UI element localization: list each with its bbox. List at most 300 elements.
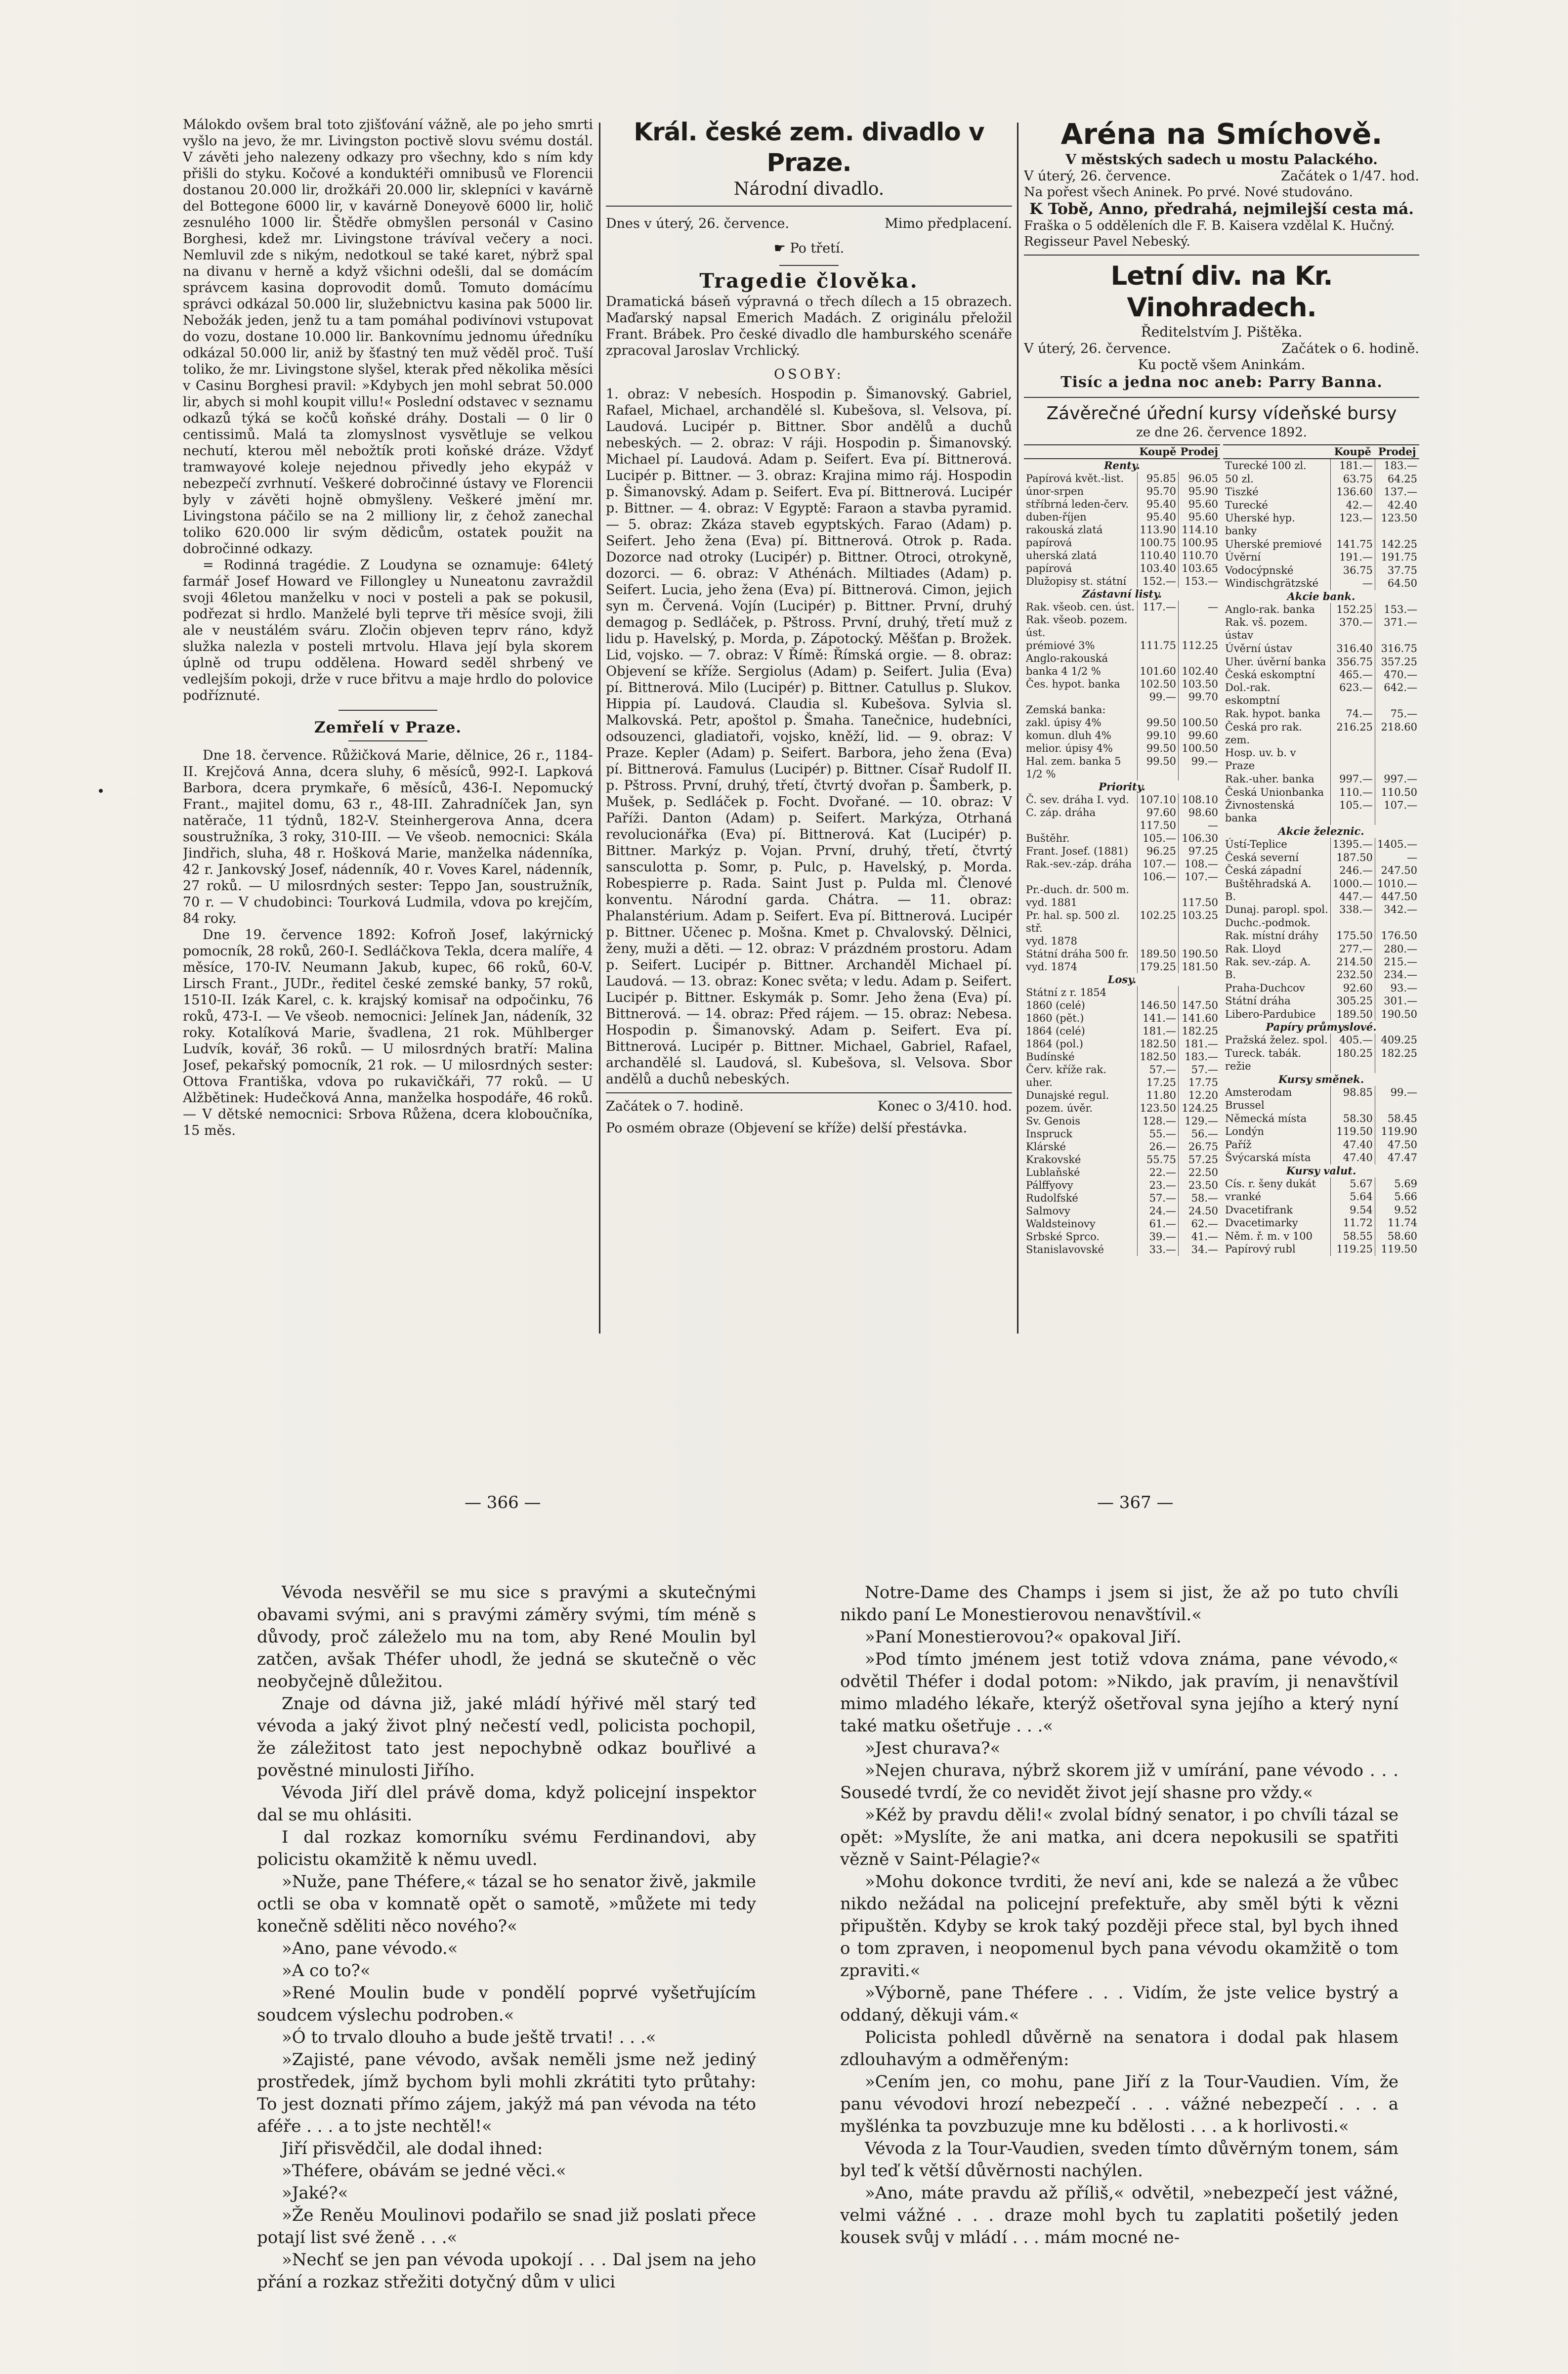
- subscription-note: Mimo předplacení.: [885, 216, 1012, 231]
- sell-price: 41.—: [1178, 1230, 1220, 1243]
- sell-price: 47.50: [1375, 1138, 1419, 1151]
- sell-price: [1178, 883, 1220, 896]
- bourse-row: [1024, 909, 1220, 935]
- security-name: Kursy směnek.: [1278, 1073, 1364, 1085]
- buy-price: 58.30: [1330, 1112, 1375, 1125]
- bourse-row: [1223, 968, 1419, 981]
- buy-price: 182.50: [1137, 1050, 1178, 1063]
- security-name: Dlužopisy st. státní: [1026, 575, 1127, 587]
- buy-price: 33.—: [1137, 1243, 1178, 1256]
- bourse-row: [1223, 1230, 1419, 1243]
- bourse-row: [1223, 616, 1419, 642]
- arena-title: Aréna na Smíchově.: [1060, 117, 1383, 151]
- news-paragraph: Málokdo ovšem bral toto zjišťování vážně, ale po jeho smrti vyšlo na jevo, že mr. Livingston poctivě slovu svému dostál. V závěti jeho nalezeny odkazy pro všechny, kdo s ním kdy přišli do styku. Kočové a konduktéři omnibusů ve Florencii dostanou 20.000 lir, drožkáři 20.000 lir, sklepníci v kavárně del Bottegone 6000 lir, v kavárně Doneyově 6000 lir, holič zesnulého 1000 lir. Štědře obmyšlen personál v Casino Borghesi, kdež mr. Livingstone trávíval večery a noci. Nemluvil zde s nikým, nedotkoul se také karet, nýbrž spal na divanu v herně a když všichni odešli, dal se domácím správcem kasina doprovodit domů. Tomuto domácímu správci odkázal 50.000 lir, služebnictvu kasina pak 5000 lir. Nebožák jeden, jenž tu a tam pomáhal podivínovi vstupovat do vozu, dostane 10.000 lir. Bankovnímu jednomu úředníku odkázal 50.000 lir, aniž by šťastný ten muž věděl proč. Tuší toliko, že mr. Livingstone slyšel, kterak před několika měsíci v Casinu Borghesi pravil: »Kdybych jen mohl sebrat 50.000 lir, abych si mohl koupit villu!« Poslední odstavec v seznamu odkazů týká se kočů koňské dráhy. Dostali — 0 lir 0 centissimů. Malá ta zlomyslnost vysvětluje se velkou nechutí, kterou měl nebožtík proti koňské dráze. Vždyť tramwayové koleje nejednou přivedly jeho ekypáž v nebezpečí zvrhnutí. Veškeré dobročinné ústavy ve Florencii byly v závěti hojně obmyšleny. Veškeré jmění mr. Livingstona páčilo se na 2 milliony lir, z čehož zanechal toliko 620.000 lir svým dědicům, ostatek použit na dobročinné odkazy.: [183, 117, 593, 557]
- sell-price: 247.50: [1375, 864, 1419, 877]
- sell-price: —: [1178, 819, 1220, 832]
- bourse-row: [1223, 1034, 1419, 1046]
- security-name: duben-říjen: [1026, 511, 1087, 523]
- buy-price: 58.55: [1330, 1230, 1375, 1243]
- bourse-row: [1024, 652, 1220, 665]
- sell-price: 11.74: [1375, 1216, 1419, 1229]
- header-sell: Prodej: [1178, 445, 1220, 459]
- buy-price: 179.25: [1137, 960, 1178, 973]
- sell-price: [1178, 935, 1220, 948]
- bourse-row: [1223, 773, 1419, 785]
- sell-price: 181.50: [1178, 960, 1220, 973]
- security-name: Renty.: [1104, 459, 1140, 472]
- bourse-tables: [1024, 444, 1419, 1256]
- security-name: rakouská zlatá: [1026, 524, 1103, 536]
- sell-price: 117.50: [1178, 896, 1220, 909]
- sell-price: 112.25: [1178, 639, 1220, 652]
- security-name: Losy.: [1107, 973, 1137, 986]
- buy-price: 63.75: [1330, 473, 1375, 485]
- buy-price: 39.—: [1137, 1230, 1178, 1243]
- buy-price: 128.—: [1137, 1115, 1178, 1127]
- buy-price: 11.80: [1137, 1089, 1178, 1102]
- sell-price: 119.50: [1375, 1243, 1419, 1256]
- sell-price: —: [1375, 851, 1419, 864]
- bourse-row: [1024, 459, 1220, 472]
- story-paragraph: »Že Reněu Moulinovi podařilo se snad již poslati přece potají list své ženě . . .«: [257, 2205, 756, 2247]
- intermission-note: Po osmém obraze (Objevení se kříže) delší přestávka.: [606, 1121, 968, 1136]
- security-name: papírová: [1026, 537, 1072, 549]
- bourse-row: [1223, 1073, 1419, 1086]
- security-name: Sv. Genois: [1026, 1115, 1080, 1127]
- arena-note: Na pořest všech Aninek. Po prvé. Nové studováno.: [1024, 185, 1353, 200]
- bourse-row: [1223, 459, 1419, 472]
- sell-price: 100.50: [1178, 716, 1220, 729]
- security-name: Frant. Josef. (1881): [1026, 845, 1128, 857]
- sell-price: 182.25: [1178, 1025, 1220, 1037]
- sell-price: [1375, 746, 1419, 773]
- buy-price: 101.60: [1137, 665, 1178, 678]
- sell-price: 17.75: [1178, 1076, 1220, 1089]
- security-name: Priority.: [1099, 780, 1145, 793]
- security-name: Č. sev. dráha I. vyd.: [1026, 794, 1129, 806]
- buy-price: 100.75: [1137, 536, 1178, 549]
- buy-price: 106.—: [1137, 870, 1178, 883]
- buy-price: 277.—: [1330, 943, 1375, 955]
- bourse-table-left: [1024, 444, 1220, 1256]
- security-name: [1024, 691, 1137, 703]
- bourse-row: [1024, 819, 1220, 832]
- security-name: Turecké: [1225, 499, 1268, 511]
- bourse-row: [1223, 1216, 1419, 1229]
- buy-price: 55.—: [1137, 1127, 1178, 1140]
- sell-price: 22.50: [1178, 1166, 1220, 1179]
- buy-price: 103.40: [1137, 562, 1178, 575]
- bourse-row: [1024, 1140, 1220, 1153]
- security-name: Rak. sev.-záp. A.: [1225, 955, 1311, 968]
- story-paragraph: »Ó to trvalo dlouho a bude ještě trvati! . . .«: [282, 2028, 656, 2047]
- bourse-row: [1024, 601, 1220, 613]
- bourse-row: [1223, 955, 1419, 968]
- bourse-subtitle: ze dne 26. července 1892.: [1136, 425, 1307, 440]
- bourse-row: [1024, 729, 1220, 742]
- security-name: 1864 (celé): [1026, 1025, 1085, 1037]
- buy-price: 113.90: [1137, 523, 1178, 536]
- bourse-row: [1024, 1050, 1220, 1063]
- cast-list: 1. obraz: V nebesích. Hospodin p. Šimanovský. Gabriel, Rafael, Michael, archandělé sl. Kubešova, sl. Velsova, pí. Laudová. Lucipér p. Bittner. Sbor andělů a duchů nebeských. — 2. obraz: V ráji. Hospodin p. Šimanovský. Michael pí. Laudová. Adam p. Seifert. Eva pí. Bittnerová. Lucipér p. Bittner. — 3. obraz: Krajina mimo ráj. Hospodin p. Šimanovský. Adam p. Seifert. Eva pí. Bittnerová. Lucipér p. Bittner. — 4. obraz: V Egyptě: Faraon a stavba pyramid. — 5. obraz: Zkáza staveb egyptských. Farao (Adam) p. Seifert. Jeho žena (Eva) pí. Bittnerová. Otrok p. Rada. Dozorce nad otroky (Lucipér) p. Bittner. Otroci, otrokyně, dozorci. — 6. obraz: V Athénách. Miltiades (Adam) p. Seifert. Lucia, jeho žena (Eva) pí. Bittnerová. Cimon, jejich syn m. Červená. Vojín (Lucipér) p. Bittner. První, druhý demagog p. Sedláček, p. Pštross. První, druhý, třetí muž z lidu p. Havelský, p. Morda, p. Zápotocký. Měšťan p. Brožek. Lid, vojsko. — 7. obraz: V Římě: Římská orgie. — 8. obraz: Objevení se kříže. Sergiolus (Adam) p. Seifert. Julia (Eva) pí. Bittnerová. Milo (Lucipér) p. Bittner. Catullus p. Slukov. Hippia pí. Laudová. Claudia sl. Kubešova. Sylvia sl. Malkovská. Petr, apoštol p. Šmaha. Tanečnice, hudebníci, odsouzenci, gladiatoři, vojsko, kněží, lid. — 9. obraz: V Praze. Kepler (Adam) p. Seifert. Barbora, jeho žena (Eva) pí. Bittnerová. Famulus (Lucipér) p. Bittner. Císař Rudolf II. p. Pštross. První, druhý, třetí, čtvrtý dvořan p. Šamberk, p. Mušek, p. Sedláček p. Focht. Dvořané. — 10. obraz: V Paříži. Danton (Adam) p. Seifert. Markýza, Otrhaná revolucionářka (Eva) pí. Bittnerová. Kat (Lucipér) p. Bittner. Markýz p. Vojan. První, druhý, třetí, čtvrtý sansculotta p. Somr, p. Pulc, p. Havelský, p. Morda. Robespierre p. Rada. Saint Just p. Pulda ml. Členové konventu. Národní garda. Chátra. — 11. obraz: Phalanstérium. Adam p. Seifert. Eva pí. Bittnerová. Lucipér p. Bittner. Učenec p. Mošna. Kmet p. Chvalovský. Dělnici, ženy, muži a děti. — 12. obraz: V prázdném prostoru. Adam p. Seifert. Lucipér p. Bittner. Archanděl Michael pí. Laudová. — 13. obraz: Konec světa; v ledu. Adam p. Seifert. Lucipér p. Bittner. Eskymák p. Somr. Jeho žena (Eva) pí. Bittnerová. — 14. obraz: Před rájem. — 15. obraz: Nebesa. Hospodin p. Šimanovský. Adam p. Seifert. Eva pí. Bittnerová. Lucipér p. Bittner. Michael, Gabriel, Rafael, archandělé sl. Laudová, sl. Kubešova, sl. Velsova. Sbor andělů a duchů nebeských.: [606, 387, 1012, 1087]
- buy-price: [1137, 652, 1178, 665]
- bourse-row: [1024, 575, 1220, 588]
- security-name: Windischgrätzské: [1225, 577, 1319, 590]
- buy-price: 187.50: [1330, 851, 1375, 864]
- sell-price: 153.—: [1375, 603, 1419, 616]
- security-name: Papíry průmyslové.: [1266, 1021, 1377, 1034]
- bourse-row: [1024, 691, 1220, 703]
- security-name: Buštěhr.: [1026, 832, 1070, 844]
- bourse-row: [1223, 851, 1419, 864]
- security-name: Pálffyovy: [1026, 1179, 1073, 1191]
- buy-price: 119.50: [1330, 1125, 1375, 1138]
- sell-price: 123.50: [1375, 512, 1419, 538]
- bourse-row: [1223, 642, 1419, 655]
- sell-price: 5.66: [1375, 1190, 1419, 1203]
- buy-price: 189.50: [1330, 1008, 1375, 1021]
- security-name: Úvěrní: [1225, 551, 1261, 563]
- buy-price: 95.40: [1137, 511, 1178, 523]
- arena-date-line: [1024, 168, 1419, 184]
- story-paragraph: Vévoda z la Tour-Vaudien, sveden tímto důvěrným tonem, sám byl teď k větší důvěrnosti nachýlen.: [840, 2139, 1398, 2181]
- bourse-row: [1223, 538, 1419, 551]
- security-name: Waldsteinovy: [1026, 1218, 1096, 1230]
- security-name: Ústí-Teplice: [1225, 838, 1287, 851]
- bourse-row: [1024, 960, 1220, 973]
- sell-price: 190.50: [1178, 948, 1220, 960]
- bourse-row: [1223, 499, 1419, 512]
- security-name: stříbrná leden-červ.: [1026, 498, 1129, 510]
- security-name: B.: [1225, 890, 1236, 903]
- security-name: pozem. úvěr.: [1026, 1102, 1093, 1114]
- buy-price: 17.25: [1137, 1076, 1178, 1089]
- story-paragraph: »Théfere, obávám se jedné věci.«: [282, 2161, 566, 2181]
- header-blank: [1024, 445, 1137, 459]
- buy-price: 216.25: [1330, 721, 1375, 747]
- bourse-row: [1024, 793, 1220, 806]
- buy-price: 36.75: [1330, 564, 1375, 577]
- cast-heading: OSOBY:: [774, 367, 844, 382]
- story-paragraph: »Mohu dokonce tvrditi, že neví ani, kde se nalezá a že vůbec nikdo nežádal na policejní prefektuře, aby směl býti k vězni připuštěn. Kdyby se krok taký později přece stal, byl bych ihned o tom zpraven, i neopomenul bych pana vévodu okamžitě o tom zpraviti.«: [840, 1872, 1398, 1981]
- sell-price: 98.60: [1178, 806, 1220, 819]
- story-paragraph: Vévoda nesvěřil se mu sice s pravými a skutečnými obavami svými, ani s pravými záměry svými, tím méně s důvody, proč záleželo mu na tom, aby René Moulin byl zatčen, avšak Théfer uhodl, že jedná se skutečně o věc neobyčejně důležitou.: [257, 1583, 756, 1691]
- sell-price: 58.60: [1375, 1230, 1419, 1243]
- sell-price: 1010.—: [1375, 877, 1419, 890]
- play-title: Tragedie člověka.: [699, 269, 919, 293]
- header-sell: Prodej: [1375, 445, 1419, 459]
- arena-start: Začátek o 1/47. hod.: [1281, 169, 1419, 184]
- buy-price: 99.50: [1137, 755, 1178, 780]
- story-paragraph: »Nuže, pane Théfere,« tázal se ho senator živě, jakmile octli se oba v komnatě opět o samotě, »můžete mi tedy konečně sděliti něco nového?«: [257, 1872, 756, 1936]
- story-paragraph: »Ano, máte pravdu až příliš,« odvětil, »nebezpečí jest vážné, velmi vážné . . . draze mohl bych tu zaplatiti pošetilý jeden kousek svůj v mládí . . . mám mocné ne-: [840, 2183, 1398, 2247]
- buy-price: 447.—: [1330, 890, 1375, 903]
- security-name: Česká eskomptní: [1225, 668, 1315, 681]
- buy-price: [1137, 883, 1178, 896]
- sell-price: —: [1178, 601, 1220, 613]
- sell-price: 97.25: [1178, 845, 1220, 858]
- bourse-row: [1024, 858, 1220, 870]
- bourse-row: [1024, 1012, 1220, 1025]
- bourse-row: [1223, 473, 1419, 485]
- bourse-row: [1223, 1138, 1419, 1151]
- bourse-row: [1024, 703, 1220, 716]
- buy-price: 123.—: [1330, 512, 1375, 538]
- security-name: 50 zl.: [1225, 473, 1254, 485]
- sell-price: 114.10: [1178, 523, 1220, 536]
- sell-price: 103.50: [1178, 678, 1220, 691]
- bourse-row: [1223, 564, 1419, 577]
- sell-price: 75.—: [1375, 707, 1419, 720]
- arena-play: K Tobě, Anno, předrahá, nejmilejší cesta má.: [1029, 200, 1414, 218]
- sell-price: 642.—: [1375, 681, 1419, 707]
- buy-price: 1395.—: [1330, 838, 1375, 851]
- sell-price: 95.60: [1178, 511, 1220, 523]
- security-name: Papírová květ.-list.: [1026, 473, 1124, 484]
- buy-price: 26.—: [1137, 1140, 1178, 1153]
- buy-price: 105.—: [1330, 799, 1375, 825]
- security-name: Pražská želez. spol.: [1225, 1034, 1328, 1046]
- buy-price: [1330, 1099, 1375, 1112]
- buy-price: 57.—: [1137, 1063, 1178, 1076]
- sell-price: 95.90: [1178, 485, 1220, 498]
- bourse-row: [1024, 588, 1220, 601]
- bourse-row: [1024, 755, 1220, 780]
- bourse-row: [1223, 655, 1419, 668]
- sell-price: 137.—: [1375, 485, 1419, 498]
- buy-price: 316.40: [1330, 642, 1375, 655]
- sell-price: 997.—: [1375, 773, 1419, 785]
- security-name: Amsterodam: [1225, 1086, 1292, 1099]
- sell-price: 56.—: [1178, 1127, 1220, 1140]
- buy-price: 182.50: [1137, 1037, 1178, 1050]
- deaths-paragraph: Dne 18. července. Růžičková Marie, dělnice, 26 r., 1184-II. Krejčová Anna, dcera sluhy, 6 měsíců, 992-I. Lapková Barbora, dcera prymkaře, 6 měsíců, 436-I. Nepomucký Frant., majitel domu, 63 r., 48-III. Zahradníček Jan, syn natěrače, 11 týdnů, 182-V. Steinhergerova Anna, dcera soustružníka, 3 roky, 310-III. — Ve všeob. nemocnici: Skála Jindřich, sluha, 48 r. Hošková Marie, manželka nádenníka, 42 r. Jankovský Josef, nádenník, 40 r. Voves Karel, nádenník, 27 roků. — U milosrdných sester: Teppo Jan, soustružník, 70 r. — V chudobinci: Tourková Ludmila, vdova po krejčím, 84 roky.: [183, 748, 593, 926]
- security-name: Rak. vš. pozem. ústav: [1225, 616, 1308, 642]
- security-name: Rak. Lloyd: [1225, 943, 1281, 955]
- sell-price: [1375, 916, 1419, 929]
- page-number-right: — 367 —: [1097, 1493, 1174, 1512]
- security-name: Německá místa: [1225, 1112, 1307, 1124]
- bourse-row: [1223, 1099, 1419, 1112]
- letni-date-line: [1024, 341, 1419, 357]
- bourse-row: [1223, 1125, 1419, 1138]
- bourse-row: [1223, 864, 1419, 877]
- bourse-row: [1223, 1021, 1419, 1034]
- sell-price: 57.25: [1178, 1153, 1220, 1166]
- bourse-row: [1024, 1025, 1220, 1037]
- bourse-row: [1024, 1089, 1220, 1102]
- sell-price: 26.75: [1178, 1140, 1220, 1153]
- buy-price: [1137, 986, 1178, 999]
- sell-price: 95.60: [1178, 498, 1220, 511]
- play-description: Dramatická báseň výpravná o třech dílech a 15 obrazech. Maďarský napsal Emerich Madách. Z originálu přeložil Frant. Brábek. Pro české divadlo dle hamburského scenáře zpracoval Jaroslav Vrchlický.: [606, 294, 1012, 358]
- buy-price: 175.50: [1330, 929, 1375, 942]
- letni-date: V úterý, 26. července.: [1024, 341, 1171, 356]
- deaths-heading: Zemřelí v Praze.: [314, 719, 462, 736]
- buy-price: 22.—: [1137, 1166, 1178, 1179]
- security-name: Buštěhradská A.: [1225, 877, 1312, 890]
- buy-price: 95.85: [1137, 472, 1178, 485]
- security-name: vyd. 1874: [1026, 961, 1077, 973]
- bourse-row: [1223, 916, 1419, 929]
- buy-price: 123.50: [1137, 1102, 1178, 1115]
- sell-price: 99.60: [1178, 729, 1220, 742]
- theatre-subtitle: Národní divadlo.: [733, 179, 885, 199]
- security-name: vyd. 1881: [1026, 897, 1077, 908]
- column-rule-1: [599, 123, 600, 1334]
- security-name: [1024, 870, 1137, 883]
- sell-price: 176.50: [1375, 929, 1419, 942]
- bourse-row: [1024, 1076, 1220, 1089]
- security-name: Úvěrní ústav: [1225, 643, 1293, 655]
- sell-price: 106.30: [1178, 832, 1220, 845]
- sell-price: 99.—: [1375, 1086, 1419, 1099]
- buy-price: 97.60: [1137, 806, 1178, 819]
- security-name: Vodocýpnské: [1225, 564, 1294, 576]
- bourse-row: [1223, 1204, 1419, 1216]
- security-name: Lublaňské: [1026, 1166, 1080, 1178]
- buy-price: 98.85: [1330, 1086, 1375, 1099]
- divider: [348, 740, 427, 741]
- buy-price: 465.—: [1330, 668, 1375, 681]
- sell-price: 99.—: [1178, 755, 1220, 780]
- sell-price: 47.47: [1375, 1151, 1419, 1164]
- buy-price: 338.—: [1330, 903, 1375, 916]
- bourse-row: [1024, 780, 1220, 793]
- story-paragraph: »Jaké?«: [282, 2183, 348, 2203]
- sell-price: 24.50: [1178, 1205, 1220, 1217]
- story-paragraph: »Kéž by pravdu děli!« zvolal bídný senator, i po chvíli tázal se opět: »Myslíte, že ani matka, ani dcera nepokusili se spatřiti vězně v Saint-Pélagie?«: [840, 1805, 1398, 1869]
- security-name: Turecké 100 zl.: [1225, 460, 1307, 472]
- security-name: prémiové 3%: [1026, 640, 1095, 651]
- letni-title: Letní div. na Kr. Vinohradech.: [1110, 261, 1333, 323]
- start-time: Začátek o 7. hodině.: [606, 1099, 744, 1114]
- bourse-row: [1223, 590, 1419, 603]
- sell-price: 234.—: [1375, 968, 1419, 981]
- security-name: Dunaj. paropl. spol.: [1225, 904, 1328, 916]
- security-name: Rak. místní dráhy: [1225, 930, 1319, 942]
- sell-price: 141.60: [1178, 1012, 1220, 1025]
- bourse-row: [1223, 799, 1419, 825]
- sell-price: 147.50: [1178, 999, 1220, 1012]
- security-name: Inspruck: [1026, 1128, 1073, 1140]
- bourse-row: [1024, 716, 1220, 729]
- story-paragraph: »Výborně, pane Théfere . . . Vidím, že jste velice bystrý a oddaný, děkuji vám.«: [840, 1983, 1398, 2025]
- buy-price: 1000.—: [1330, 877, 1375, 890]
- news-column: [183, 117, 593, 1338]
- security-name: Rak.-uher. banka: [1225, 773, 1314, 785]
- story-paragraph: »Jest churava?«: [865, 1738, 1001, 1758]
- security-name: C. záp. dráha: [1026, 807, 1096, 819]
- sell-price: 110.50: [1375, 786, 1419, 799]
- buy-price: 110.40: [1137, 549, 1178, 562]
- security-name: komun. dluh 4%: [1026, 730, 1111, 741]
- security-name: Pr.-duch. dr. 500 m.: [1026, 884, 1130, 896]
- story-paragraph: Jiří přisvědčil, ale dodal ihned:: [282, 2139, 543, 2158]
- security-name: Státní z r. 1854: [1026, 987, 1106, 998]
- bourse-row: [1024, 678, 1220, 691]
- security-name: Dunajské regul.: [1026, 1089, 1109, 1101]
- security-name: Živnostenská banka: [1225, 799, 1295, 824]
- bourse-row: [1024, 986, 1220, 999]
- buy-price: 180.25: [1330, 1047, 1375, 1073]
- security-name: banka 4 1/2 %: [1026, 665, 1101, 677]
- buy-price: 47.40: [1330, 1138, 1375, 1151]
- security-name: Tiszké: [1225, 486, 1259, 498]
- buy-price: 92.60: [1330, 982, 1375, 994]
- buy-price: 181.—: [1330, 459, 1375, 472]
- end-time: Konec o 3/410. hod.: [877, 1099, 1012, 1114]
- bourse-row: [1223, 1165, 1419, 1177]
- sell-price: 108.—: [1178, 858, 1220, 870]
- buy-price: 119.25: [1330, 1243, 1375, 1256]
- security-name: papírová: [1026, 562, 1072, 574]
- bourse-row: [1223, 681, 1419, 707]
- buy-price: 117.—: [1137, 601, 1178, 613]
- bourse-row: [1223, 1243, 1419, 1256]
- bourse-row: [1024, 935, 1220, 948]
- bourse-row: [1223, 1008, 1419, 1021]
- time-line: [606, 1098, 1012, 1115]
- bourse-row: [1024, 1166, 1220, 1179]
- security-name: 1860 (pět.): [1026, 1012, 1084, 1024]
- buy-price: 623.—: [1330, 681, 1375, 707]
- buy-price: 181.—: [1137, 1025, 1178, 1037]
- bourse-row: [1024, 1153, 1220, 1166]
- bourse-row: [1223, 668, 1419, 681]
- security-name: Dol.-rak. eskomptní: [1225, 682, 1280, 707]
- buy-price: [1137, 935, 1178, 948]
- letni-note: Ku poctě všem Aninkám.: [1138, 357, 1306, 373]
- buy-price: 136.60: [1330, 485, 1375, 498]
- sell-price: 110.70: [1178, 549, 1220, 562]
- bourse-row: [1223, 982, 1419, 994]
- security-name: Dvacetifrank: [1225, 1204, 1293, 1216]
- bourse-row: [1223, 1190, 1419, 1203]
- bourse-row: [1024, 1243, 1220, 1256]
- security-name: Česká Unionbanka: [1225, 786, 1324, 798]
- bourse-table-right: [1223, 444, 1419, 1256]
- header-buy: Koupě: [1330, 445, 1375, 459]
- news-paragraph: = Rodinná tragédie. Z Loudyna se oznamuje: 64letý farmář Josef Howard ve Fillongley u Nuneatonu zavraždil svoji 46letou manželku v noci v posteli a pak se pokusil, podřezat si hrdlo. Manželé byli teprve tři měsíce svoji, žili ale v neustálém sváru. Zločin objeven teprv ráno, když služka nalezla v posteli mrtvolu. Hlava její byla skorem úplně od trupu oddělena. Howard seděl shrbený ve vedlejším pokoji, drže v ruce břitvu a maje hrdlo do polovice podříznuté.: [183, 558, 593, 703]
- security-name: Státní dráha 500 fr.: [1026, 948, 1129, 960]
- story-paragraph: »Cením jen, co mohu, pane Jiří z la Tour-Vaudien. Vím, že panu vévodovi hrozí nebezpečí . . . vážné nebezpečí . . . a myšlénka ta povzbuzuje mne ku bdělosti . . . a k horlivosti.«: [840, 2072, 1398, 2136]
- sell-price: 99.70: [1178, 691, 1220, 703]
- security-name: Čes. hypot. banka: [1026, 678, 1120, 690]
- sell-price: 58.45: [1375, 1112, 1419, 1125]
- buy-price: 305.25: [1330, 994, 1375, 1007]
- bourse-row: [1223, 890, 1419, 903]
- sell-price: 153.—: [1178, 575, 1220, 588]
- story-paragraph: »Pod tímto jménem jest totiž vdova známa, pane vévodo,« odvětil Théfer i dodal potom: »Nikdo, jak pravím, ji nenavštívil mimo mladého lékaře, kterýž ošetřoval syna jejího a který nyní také matku ošetřuje . . .«: [840, 1649, 1398, 1736]
- buy-price: 102.50: [1137, 678, 1178, 691]
- security-name: Něm. ř. m. v 100: [1225, 1230, 1313, 1242]
- bourse-row: [1024, 832, 1220, 845]
- security-name: Srbské Sprco.: [1026, 1231, 1100, 1243]
- bourse-row: [1223, 1177, 1419, 1190]
- story-paragraph: Vévoda Jiří dlel právě doma, když policejní inspektor dal se mu ohlásiti.: [257, 1783, 756, 1825]
- deaths-paragraph: Dne 19. července 1892: Kofroň Josef, lakýrnický pomocník, 28 roků, 260-I. Sedláčkova Tekla, dcera malíře, 4 měsíce, 170-IV. Neumann Jakub, kupec, 66 roků, 60-V. Lirsch Frant., JUDr., ředitel české zemské banky, 57 roků, 1510-II. Izák Karel, c. k. krajský komisař na odpočinku, 76 roků, 473-I. — Ve všeob. nemocnici: Jelínek Jan, nádeník, 32 roky. Kotalíková Marie, švadlena, 21 rok. Mühlberger Ludvík, kovář, 36 roků. — U milosrdných bratří: Malina Josef, pekařský pomocník, 21 rok. — U milosrdných sester: Ottova Františka, vdova po rukavičkáři, 77 roků. — U Alžbětinek: Hudečková Anna, manželka hospodáře, 46 roků. — V dětské nemocnici: Srbova Růžena, dcera kloboučníka, 15 měs.: [183, 927, 593, 1138]
- sell-price: 191.75: [1375, 551, 1419, 563]
- bourse-row: [1024, 1102, 1220, 1115]
- bourse-row: [1223, 512, 1419, 538]
- buy-price: 5.64: [1330, 1190, 1375, 1203]
- story-paragraph: Notre-Dame des Champs i jsem si jist, že až po tuto chvíli nikdo paní Le Monestierovou nenavštívil.«: [840, 1583, 1398, 1625]
- header-buy: Koupě: [1137, 445, 1178, 459]
- bourse-row: [1024, 1115, 1220, 1127]
- buy-price: 95.70: [1137, 485, 1178, 498]
- divider: [1024, 255, 1419, 256]
